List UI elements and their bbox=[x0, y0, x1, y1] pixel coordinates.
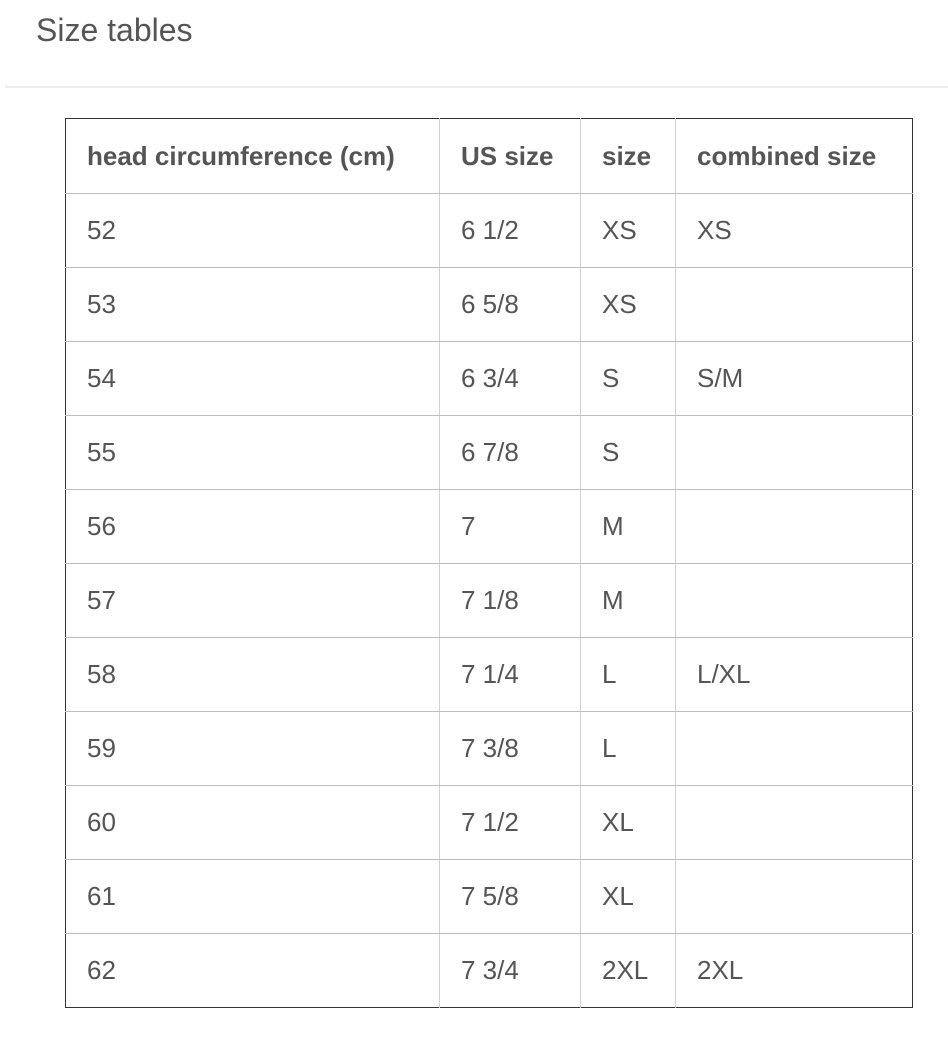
cell-size: L bbox=[581, 712, 676, 786]
cell-size: M bbox=[581, 490, 676, 564]
cell-size: XS bbox=[581, 268, 676, 342]
cell-size: 2XL bbox=[581, 934, 676, 1008]
cell-head-circumference: 52 bbox=[66, 194, 440, 268]
cell-us-size: 6 7/8 bbox=[440, 416, 581, 490]
table-row bbox=[66, 786, 913, 860]
cell-us-size: 7 1/2 bbox=[440, 786, 581, 860]
table-row bbox=[66, 934, 913, 1008]
cell-size: XL bbox=[581, 786, 676, 860]
cell-us-size: 7 1/8 bbox=[440, 564, 581, 638]
table-row bbox=[66, 860, 913, 934]
cell-combined-size bbox=[676, 416, 913, 490]
table-row bbox=[66, 416, 913, 490]
cell-combined-size: S/M bbox=[676, 342, 913, 416]
cell-head-circumference: 55 bbox=[66, 416, 440, 490]
title-divider bbox=[5, 86, 948, 88]
cell-head-circumference: 58 bbox=[66, 638, 440, 712]
cell-us-size: 6 3/4 bbox=[440, 342, 581, 416]
header-combined-size: combined size bbox=[676, 119, 913, 194]
table-row bbox=[66, 194, 913, 268]
size-table bbox=[65, 118, 913, 1008]
cell-head-circumference: 54 bbox=[66, 342, 440, 416]
cell-size: XS bbox=[581, 194, 676, 268]
table-row bbox=[66, 564, 913, 638]
header-us-size: US size bbox=[440, 119, 581, 194]
cell-combined-size bbox=[676, 860, 913, 934]
cell-combined-size: L/XL bbox=[676, 638, 913, 712]
cell-combined-size bbox=[676, 490, 913, 564]
table-row bbox=[66, 638, 913, 712]
table-row bbox=[66, 342, 913, 416]
table-row bbox=[66, 268, 913, 342]
table-row bbox=[66, 712, 913, 786]
cell-size: L bbox=[581, 638, 676, 712]
cell-head-circumference: 53 bbox=[66, 268, 440, 342]
cell-head-circumference: 61 bbox=[66, 860, 440, 934]
cell-head-circumference: 57 bbox=[66, 564, 440, 638]
cell-head-circumference: 60 bbox=[66, 786, 440, 860]
cell-size: S bbox=[581, 342, 676, 416]
table-row bbox=[66, 490, 913, 564]
cell-combined-size bbox=[676, 786, 913, 860]
cell-combined-size: XS bbox=[676, 194, 913, 268]
cell-us-size: 7 bbox=[440, 490, 581, 564]
cell-head-circumference: 62 bbox=[87, 955, 116, 985]
table-header-row bbox=[66, 119, 913, 194]
header-size: size bbox=[581, 119, 676, 194]
cell-us-size: 7 3/8 bbox=[440, 712, 581, 786]
cell-combined-size bbox=[676, 712, 913, 786]
cell-combined-size bbox=[676, 268, 913, 342]
cell-us-size: 6 1/2 bbox=[440, 194, 581, 268]
cell-us-size: 7 3/4 bbox=[440, 934, 581, 1008]
cell-head-circumference: 59 bbox=[66, 712, 440, 786]
cell-size: XL bbox=[581, 860, 676, 934]
cell-combined-size: 2XL bbox=[676, 934, 913, 1008]
cell-size: M bbox=[581, 564, 676, 638]
cell-combined-size bbox=[676, 564, 913, 638]
cell-us-size: 6 5/8 bbox=[440, 268, 581, 342]
page-title: Size tables bbox=[36, 12, 193, 48]
cell-head-circumference: 56 bbox=[66, 490, 440, 564]
cell-size: S bbox=[581, 416, 676, 490]
cell-us-size: 7 1/4 bbox=[440, 638, 581, 712]
header-head-circumference: head circumference (cm) bbox=[66, 119, 440, 194]
cell-us-size: 7 5/8 bbox=[440, 860, 581, 934]
